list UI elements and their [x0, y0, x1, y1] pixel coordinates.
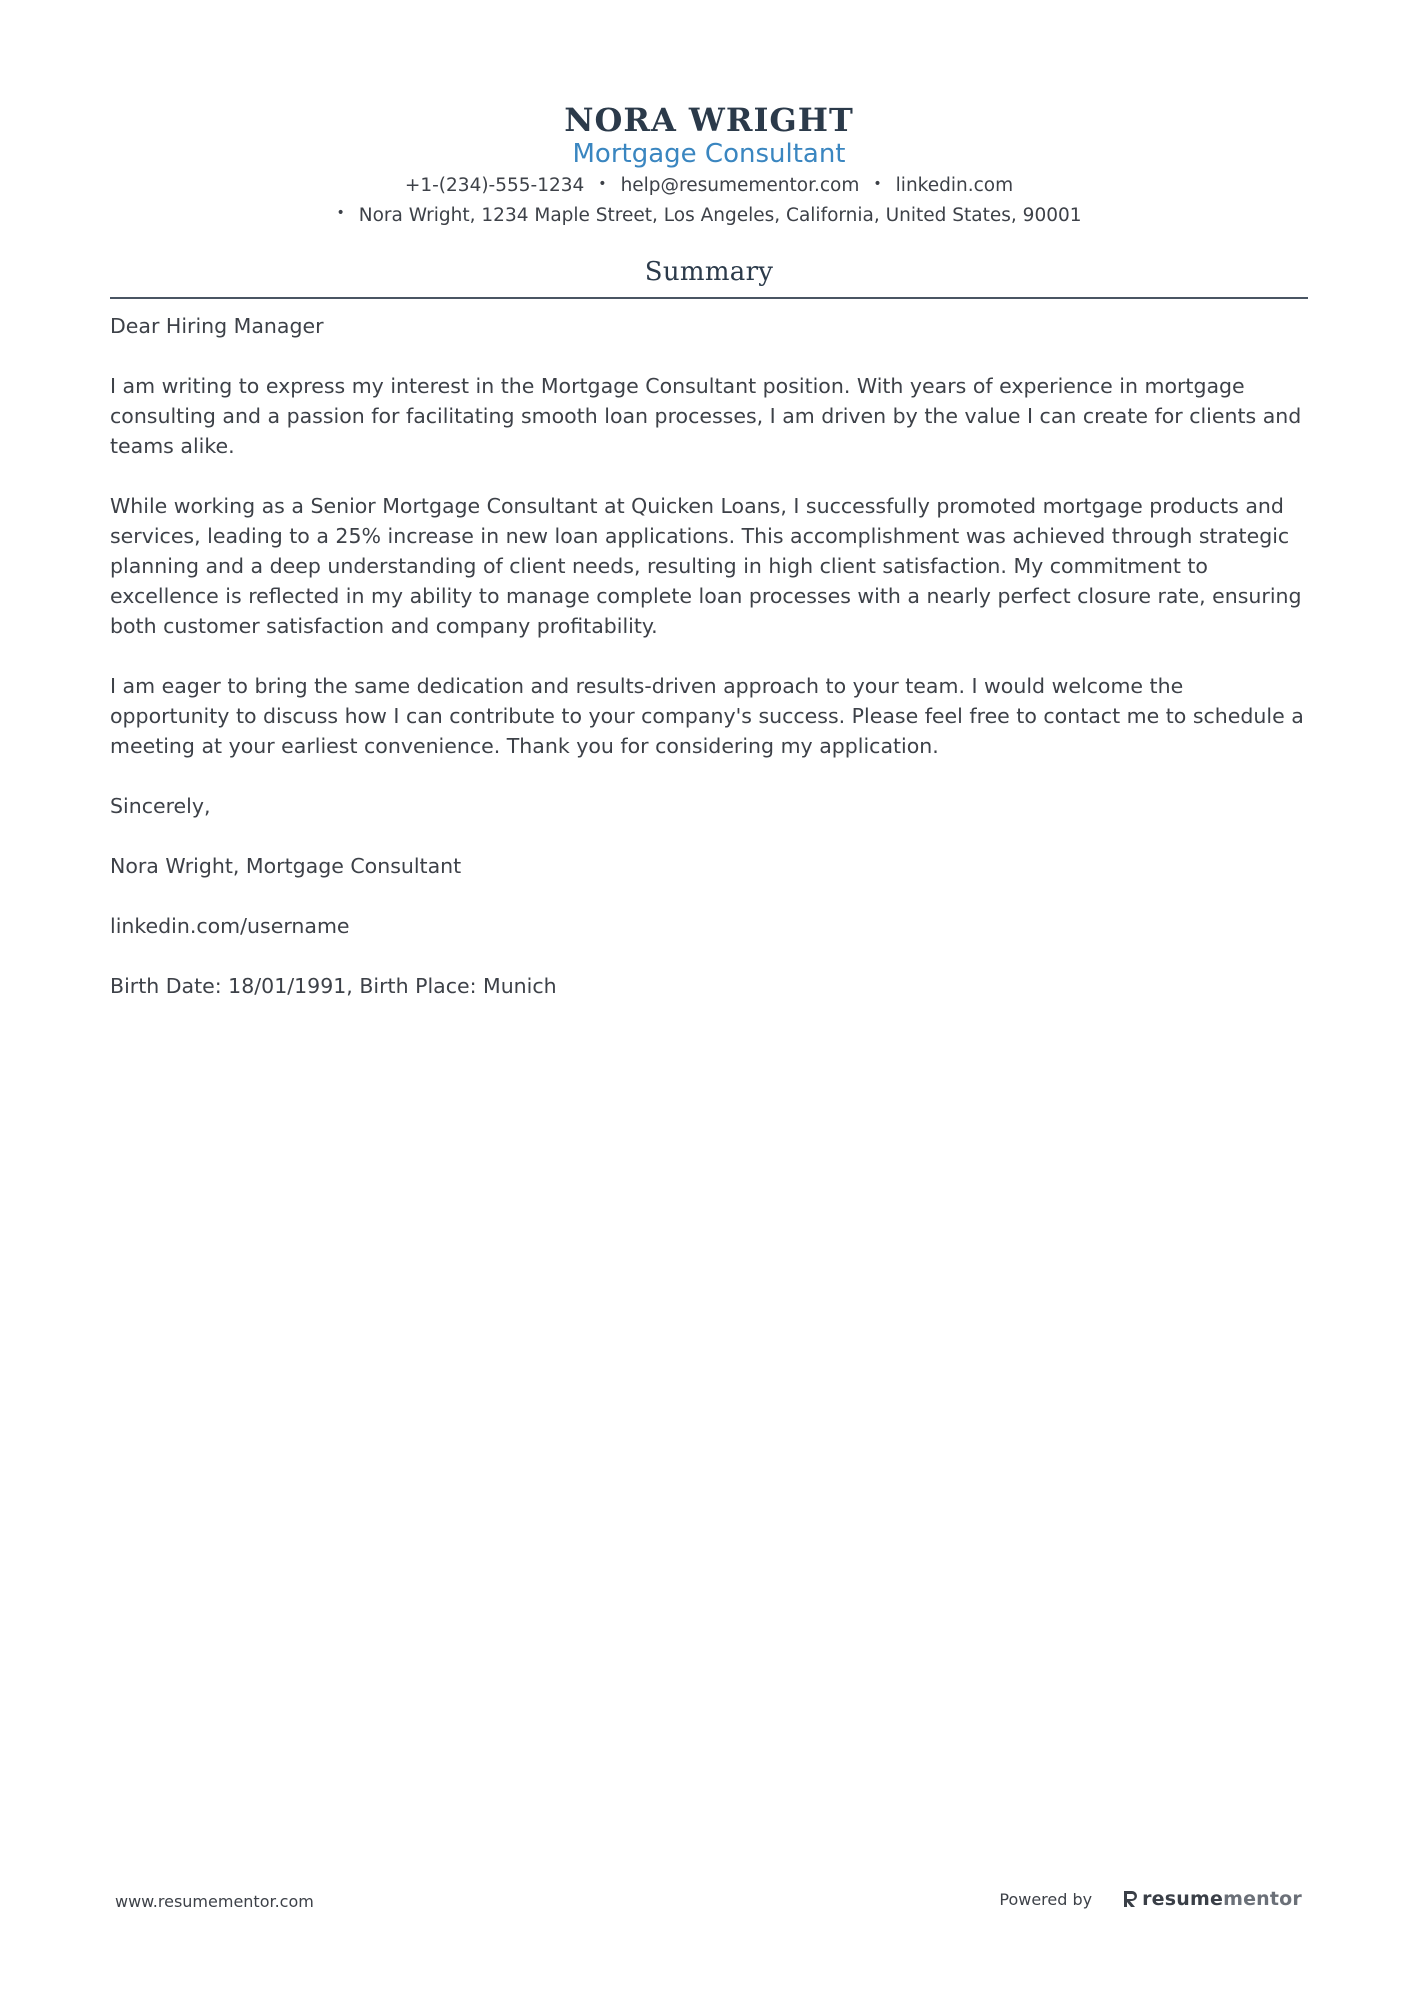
candidate-name: NORA WRIGHT [564, 101, 854, 139]
paragraph: I am writing to express my interest in the Mortgage Consultant position. With years of experience in mortgage consulting and a passion for facilitating smooth loan processes, I am driven by the value I can create for clients and teams alike. [110, 374, 1302, 458]
contact-line [110, 172, 1308, 200]
job-title: Mortgage Consultant [572, 139, 846, 169]
section-divider [110, 297, 1308, 299]
signature: Nora Wright, Mortgage Consultant [110, 854, 462, 878]
section-title: Summary [644, 257, 774, 287]
phone-number: +1-(234)-555-1234 [404, 175, 585, 196]
letter-body [110, 311, 1308, 1031]
footer-website-link[interactable]: www.resumementor.com [115, 1892, 314, 1911]
separator-bullet: • [598, 175, 607, 192]
header [110, 100, 1308, 229]
resumementor-logo-icon [1122, 1889, 1138, 1909]
birth-info: Birth Date: 18/01/1991, Birth Place: Munich [110, 974, 557, 998]
address: Nora Wright, 1234 Maple Street, Los Angeles, California, United States, 90001 [358, 204, 1082, 226]
paragraph: I am eager to bring the same dedication and results-driven approach to your team. I would welcome the opportunity to discuss how I can contribute to your company's success. Please feel free to contact me to schedule a meeting at your earliest convenience. Thank you for considering my application. [110, 674, 1304, 758]
resumementor-brand-link[interactable] [1122, 1888, 1302, 1910]
paragraph: While working as a Senior Mortgage Consultant at Quicken Loans, I successfully promoted mortgage products and services, leading to a 25% increase in new loan applications. This accomplishment was achieved through strategic planning and a deep understanding of client needs, resulting in high client satisfaction. My commitment to excellence is reflected in my ability to manage complete loan processes with a nearly perfect closure rate, ensuring both customer satisfaction and company profitability. [110, 494, 1302, 638]
address-line [110, 202, 1308, 230]
separator-bullet: • [873, 175, 882, 192]
brand-text-mentor: mentor [1223, 1888, 1302, 1910]
linkedin-url[interactable]: linkedin.com/username [110, 914, 350, 938]
footer-branding [999, 1888, 1302, 1910]
email-link[interactable]: help@resumementor.com [620, 175, 860, 196]
linkedin-link[interactable]: linkedin.com [895, 175, 1014, 196]
separator-bullet: • [336, 205, 345, 221]
brand-text-resume: resume [1142, 1888, 1224, 1910]
greeting: Dear Hiring Manager [110, 314, 324, 338]
powered-by-label: Powered by [999, 1889, 1093, 1909]
closing: Sincerely, [110, 794, 211, 818]
